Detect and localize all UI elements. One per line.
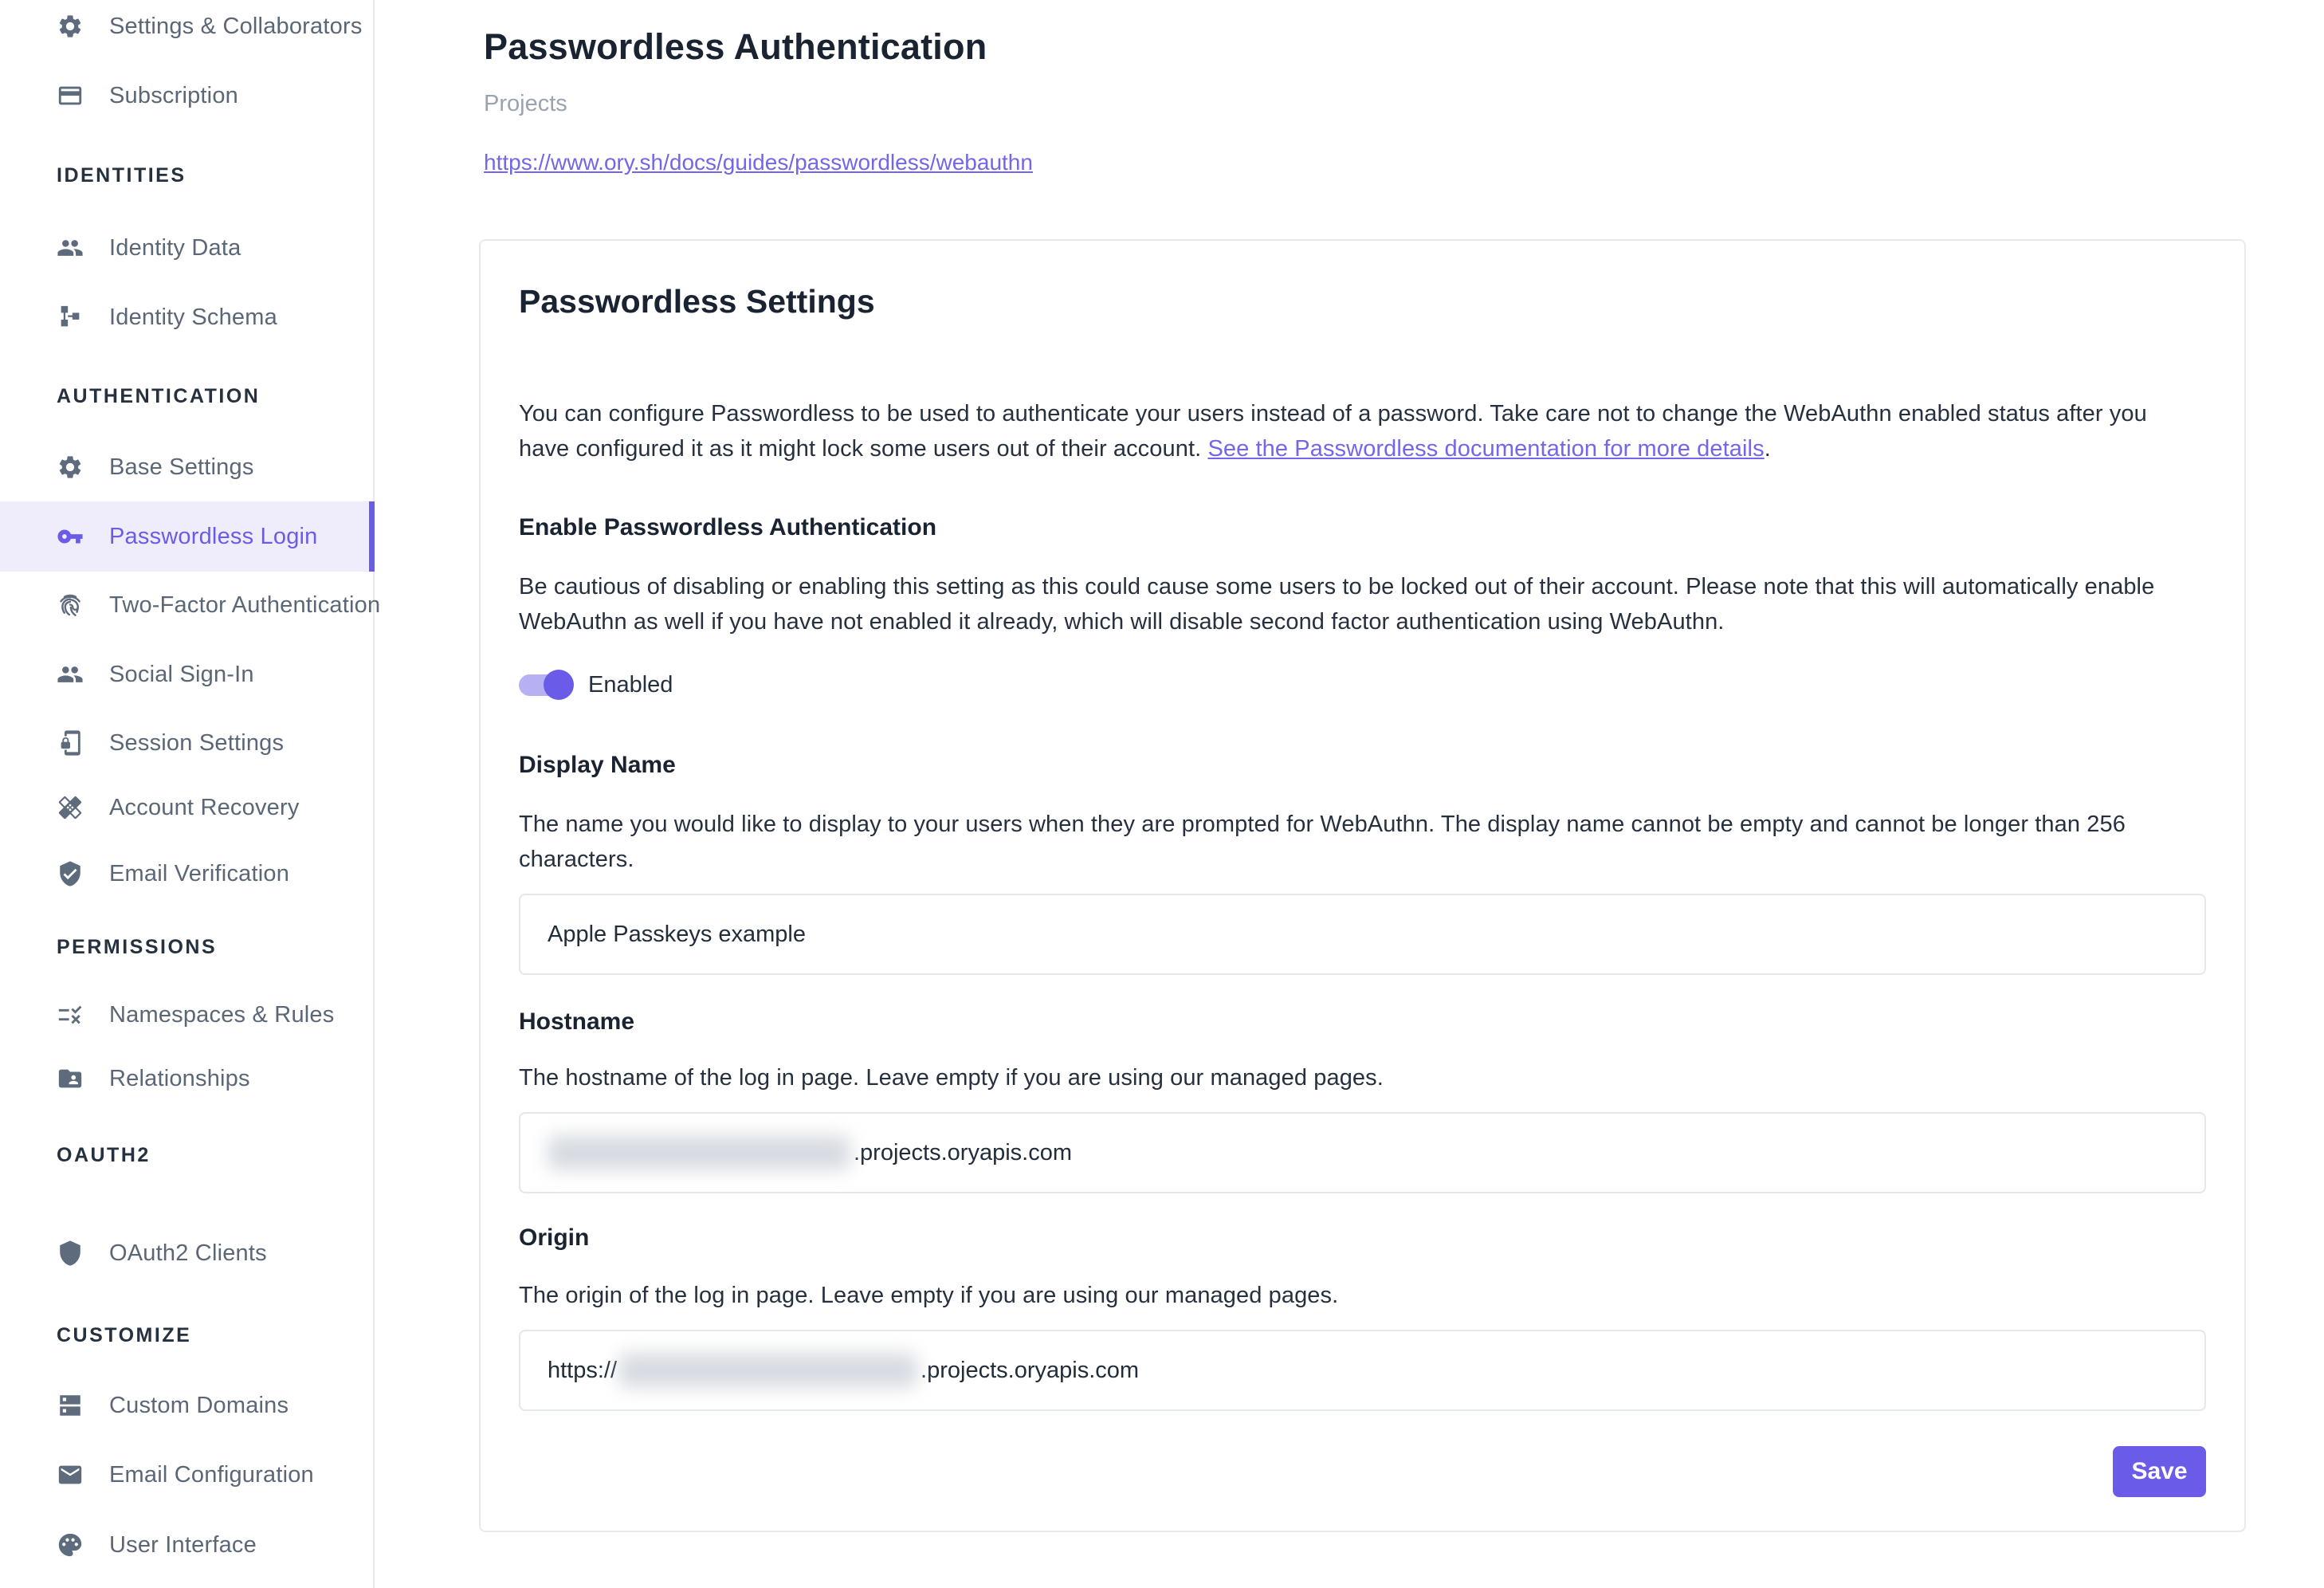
- sidebar-item-label: Identity Schema: [109, 304, 277, 330]
- phone-lock-icon: [57, 729, 84, 757]
- sidebar-item-label: Two-Factor Authentication: [109, 592, 381, 618]
- sidebar-item-label: Relationships: [109, 1065, 250, 1091]
- redacted-text: [618, 1353, 917, 1388]
- sidebar-item-two-factor-authentication[interactable]: [0, 570, 381, 640]
- save-row: [519, 1446, 2206, 1497]
- breadcrumb: Projects: [484, 91, 567, 116]
- sidebar-section-header-identities: IDENTITIES: [57, 164, 186, 187]
- hostname-suffix: .projects.oryapis.com: [854, 1139, 1072, 1165]
- save-button[interactable]: Save: [2113, 1446, 2206, 1497]
- sidebar-item-base-settings[interactable]: [0, 432, 375, 502]
- toggle-row: [519, 670, 2206, 700]
- sidebar-item-subscription[interactable]: [0, 61, 375, 131]
- sidebar-item-session-settings[interactable]: [0, 708, 375, 778]
- sidebar-item-account-recovery[interactable]: [0, 772, 375, 843]
- main-content: [376, 0, 2324, 1588]
- sidebar-item-label: Account Recovery: [109, 794, 300, 820]
- sidebar-item-label: Social Sign-In: [109, 661, 254, 687]
- display-name-section-title: Display Name: [519, 752, 676, 778]
- display-name-value: Apple Passkeys example: [548, 921, 806, 947]
- sidebar-item-relationships[interactable]: [0, 1044, 375, 1114]
- sidebar-item-identity-schema[interactable]: [0, 282, 375, 352]
- sidebar-item-label: Settings & Collaborators: [109, 13, 363, 39]
- fingerprint-icon: [57, 592, 84, 619]
- sidebar-item-label: Passwordless Login: [109, 523, 318, 549]
- intro-text: You can configure Passwordless to be used to authenticate your users instead of a password. Take care not to change the WebAuthn enabled status after you have configured it as it might lock some users out of their account.: [519, 401, 2147, 462]
- toggle-label: Enabled: [588, 671, 673, 698]
- sidebar-item-label: Session Settings: [109, 729, 285, 756]
- sidebar-item-label: Email Configuration: [109, 1461, 314, 1488]
- sidebar-item-label: OAuth2 Clients: [109, 1240, 267, 1266]
- sidebar-item-label: Email Verification: [109, 860, 290, 886]
- sidebar: [0, 0, 381, 1588]
- origin-description: The origin of the log in page. Leave empty if you are using our managed pages.: [519, 1283, 1339, 1308]
- redacted-text: [548, 1135, 850, 1170]
- credit-card-icon: [57, 82, 84, 109]
- origin-suffix: .projects.oryapis.com: [921, 1357, 1140, 1383]
- mail-icon: [57, 1461, 84, 1488]
- sidebar-item-oauth2-clients[interactable]: [0, 1218, 375, 1288]
- passwordless-doc-link[interactable]: See the Passwordless documentation for more details: [1207, 436, 1765, 462]
- sidebar-section-header-customize: CUSTOMIZE: [57, 1324, 192, 1346]
- gear-icon: [57, 13, 84, 40]
- sidebar-section-header-authentication: AUTHENTICATION: [57, 385, 261, 407]
- passwordless-toggle[interactable]: [519, 674, 572, 696]
- display-name-input[interactable]: [519, 894, 2206, 975]
- passwordless-settings-card: [479, 239, 2246, 1532]
- hostname-input[interactable]: [519, 1112, 2206, 1193]
- sidebar-item-settings-collaborators[interactable]: [0, 0, 375, 61]
- schema-icon: [57, 304, 84, 331]
- sidebar-item-label: Identity Data: [109, 234, 241, 261]
- shield-check-icon: [57, 860, 84, 887]
- hostname-section-title: Hostname: [519, 1008, 635, 1035]
- intro-paragraph: [519, 396, 2177, 466]
- healing-icon: [57, 794, 84, 821]
- sidebar-item-label: Base Settings: [109, 454, 254, 480]
- rule-icon: [57, 1001, 84, 1028]
- origin-section-title: Origin: [519, 1224, 590, 1251]
- key-icon: [57, 523, 84, 550]
- people-icon: [57, 661, 84, 688]
- enable-description: Be cautious of disabling or enabling this setting as this could cause some users to be locked out of their account. Please note that this will automatically enable WebAuthn as well if you have not enabled it already, which will disable second factor authentication using WebAuthn.: [519, 574, 2155, 635]
- toggle-knob: [544, 670, 574, 700]
- page-title: Passwordless Authentication: [484, 26, 987, 67]
- sidebar-section-header-permissions: PERMISSIONS: [57, 936, 218, 958]
- enable-section-title: Enable Passwordless Authentication: [519, 514, 937, 540]
- folder-user-icon: [57, 1065, 84, 1092]
- people-icon: [57, 234, 84, 261]
- sidebar-item-label: User Interface: [109, 1531, 257, 1558]
- hostname-description: The hostname of the log in page. Leave empty if you are using our managed pages.: [519, 1065, 1384, 1091]
- card-title: Passwordless Settings: [519, 283, 875, 320]
- sidebar-item-passwordless-login[interactable]: [0, 501, 375, 572]
- server-icon: [57, 1392, 84, 1419]
- gear-icon: [57, 454, 84, 481]
- sidebar-item-user-interface[interactable]: [0, 1510, 375, 1580]
- sidebar-item-identity-data[interactable]: [0, 213, 375, 283]
- sidebar-item-email-configuration[interactable]: [0, 1440, 375, 1510]
- webauthn-doc-link[interactable]: https://www.ory.sh/docs/guides/passwordless/webauthn: [484, 150, 1033, 175]
- display-name-description: The name you would like to display to your users when they are prompted for WebAuthn. The display name cannot be empty and cannot be longer than 256 characters.: [519, 812, 2126, 872]
- sidebar-item-social-sign-in[interactable]: [0, 639, 375, 709]
- sidebar-item-namespaces-rules[interactable]: [0, 980, 375, 1050]
- sidebar-section-header-oauth2: OAUTH2: [57, 1144, 151, 1166]
- sidebar-item-label: Namespaces & Rules: [109, 1001, 335, 1028]
- sidebar-item-custom-domains[interactable]: [0, 1370, 375, 1441]
- sidebar-item-label: Custom Domains: [109, 1392, 289, 1418]
- origin-prefix: https://: [548, 1357, 618, 1383]
- palette-icon: [57, 1531, 84, 1559]
- sidebar-item-label: Subscription: [109, 82, 238, 108]
- origin-input[interactable]: [519, 1330, 2206, 1411]
- intro-suffix: .: [1764, 436, 1771, 462]
- shield-icon: [57, 1240, 84, 1267]
- sidebar-item-email-verification[interactable]: [0, 839, 375, 909]
